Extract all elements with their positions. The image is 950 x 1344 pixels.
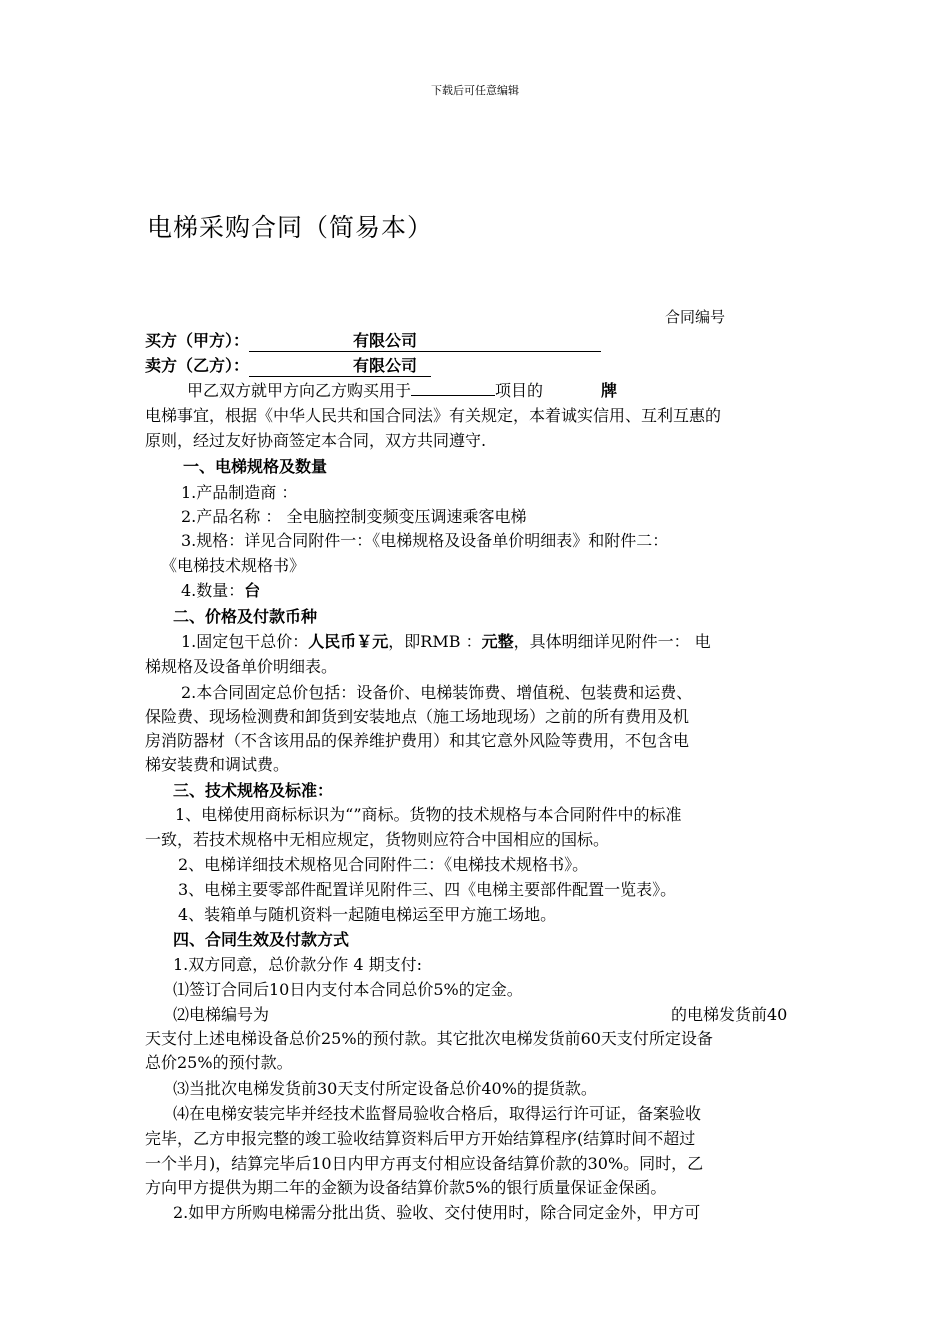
s4-payment-4d: 方向甲方提供为期二年的金额为设备结算价款5%的银行质量保证金保函。 <box>145 1178 667 1197</box>
quantity-label: 4.数量： <box>181 581 245 600</box>
seller-line <box>145 353 431 377</box>
document-title: 电梯采购合同（简易本） <box>147 213 434 242</box>
s2-item-1 <box>181 629 711 652</box>
section-3-title: 三、技术规格及标准： <box>173 781 334 800</box>
s1-item-3b: 《电梯技术规格书》 <box>161 556 306 575</box>
total-price-label: 1.固定包干总价： <box>181 632 309 651</box>
intro-text-a: 甲乙双方就甲方向乙方购买用于 <box>187 381 412 400</box>
seller-company-suffix: 有限公司 <box>353 356 418 375</box>
s1-item-1: 1.产品制造商 ： <box>181 483 298 502</box>
s2-item-1b: 梯规格及设备单价明细表。 <box>145 657 338 676</box>
seller-label: 卖方（乙方）： <box>145 356 250 375</box>
s1-item-3a: 3.规格：详见合同附件一：《电梯规格及设备单价明细表》和附件二： <box>181 531 669 550</box>
s3-item-2: 2、电梯详细技术规格见合同附件二：《电梯技术规格书》。 <box>178 855 589 874</box>
buyer-label: 买方（甲方）： <box>145 331 250 350</box>
s2-item-2a: 2.本合同固定总价包括：设备价、电梯装饰费、增值税、包装费和运费、 <box>181 683 693 702</box>
s4-payment-4b: 完毕，乙方申报完整的竣工验收结算资料后甲方开始结算程序(结算时间不超过 <box>145 1129 696 1148</box>
page-header: 下载后可任意编辑 <box>431 84 519 97</box>
section-2-title: 二、价格及付款币种 <box>173 607 318 626</box>
intro-text-b: 项目的 <box>495 381 544 400</box>
s2-item-2b: 保险费、现场检测费和卸货到安装地点（施工场地现场）之前的所有费用及机 <box>145 707 690 726</box>
section-4-title: 四、合同生效及付款方式 <box>173 930 350 949</box>
s1-item-4 <box>181 578 260 601</box>
buyer-line <box>145 328 601 352</box>
project-blank <box>411 395 495 396</box>
intro-line-3: 原则，经过友好协商签定本合同，双方共同遵守. <box>145 431 487 450</box>
s4-payment-2a: ⑵电梯编号为 <box>173 1005 270 1024</box>
detail-ref: ，具体明细详见附件一： 电 <box>513 632 711 651</box>
section-1-title: 一、电梯规格及数量 <box>183 457 328 476</box>
buyer-blank <box>249 328 601 352</box>
s4-payment-4c: 一个半月)，结算完毕后10日内甲方再支付相应设备结算价款的30%。同时，乙 <box>145 1154 704 1173</box>
quantity-unit: 台 <box>244 581 261 600</box>
intro-line-1 <box>187 378 617 401</box>
intro-line-2: 电梯事宜，根据《中华人民共和国合同法》有关规定，本着诚实信用、互利互惠的 <box>145 406 722 425</box>
brand-text: 牌 <box>601 381 618 400</box>
rmb-yuan: 人民币￥元 <box>308 632 389 651</box>
s4-payment-2d: 总价25%的预付款。 <box>145 1053 293 1072</box>
yuan-zheng: 元整 <box>481 632 514 651</box>
s4-payment-2b: 的电梯发货前40 <box>671 1005 788 1024</box>
s1-item-2: 2.产品名称 ： 全电脑控制变频变压调速乘客电梯 <box>181 507 527 526</box>
seller-blank <box>249 353 431 377</box>
s4-item-2: 2.如甲方所购电梯需分批出货、验收、交付使用时，除合同定金外，甲方可 <box>173 1203 701 1222</box>
s3-item-4: 4、装箱单与随机资料一起随电梯运至甲方施工场地。 <box>178 905 557 924</box>
s4-item-1: 1.双方同意，总价款分作 4 期支付: <box>173 955 423 974</box>
s4-payment-2c: 天支付上述电梯设备总价25%的预付款。其它批次电梯发货前60天支付所定设备 <box>145 1029 713 1048</box>
rmb-label: ，即RMB ： <box>388 632 482 651</box>
s3-item-1a: 1、电梯使用商标标识为“”商标。货物的技术规格与本合同附件中的标准 <box>175 805 682 824</box>
s3-item-3: 3、电梯主要零部件配置详见附件三、四《电梯主要部件配置一览表》。 <box>178 880 677 899</box>
contract-number-label: 合同编号 <box>665 308 726 326</box>
buyer-company-suffix: 有限公司 <box>353 331 418 350</box>
s2-item-2c: 房消防器材（不含该用品的保养维护费用）和其它意外风险等费用，不包含电 <box>145 731 690 750</box>
s4-payment-3: ⑶当批次电梯发货前30天支付所定设备总价40%的提货款。 <box>173 1079 597 1098</box>
s2-item-2d: 梯安装费和调试费。 <box>145 755 290 774</box>
s4-payment-1: ⑴签订合同后10日内支付本合同总价5%的定金。 <box>173 980 523 999</box>
s4-payment-4a: ⑷在电梯安装完毕并经技术监督局验收合格后，取得运行许可证，备案验收 <box>173 1104 702 1123</box>
s3-item-1b: 一致，若技术规格中无相应规定，货物则应符合中国相应的国标。 <box>145 830 610 849</box>
